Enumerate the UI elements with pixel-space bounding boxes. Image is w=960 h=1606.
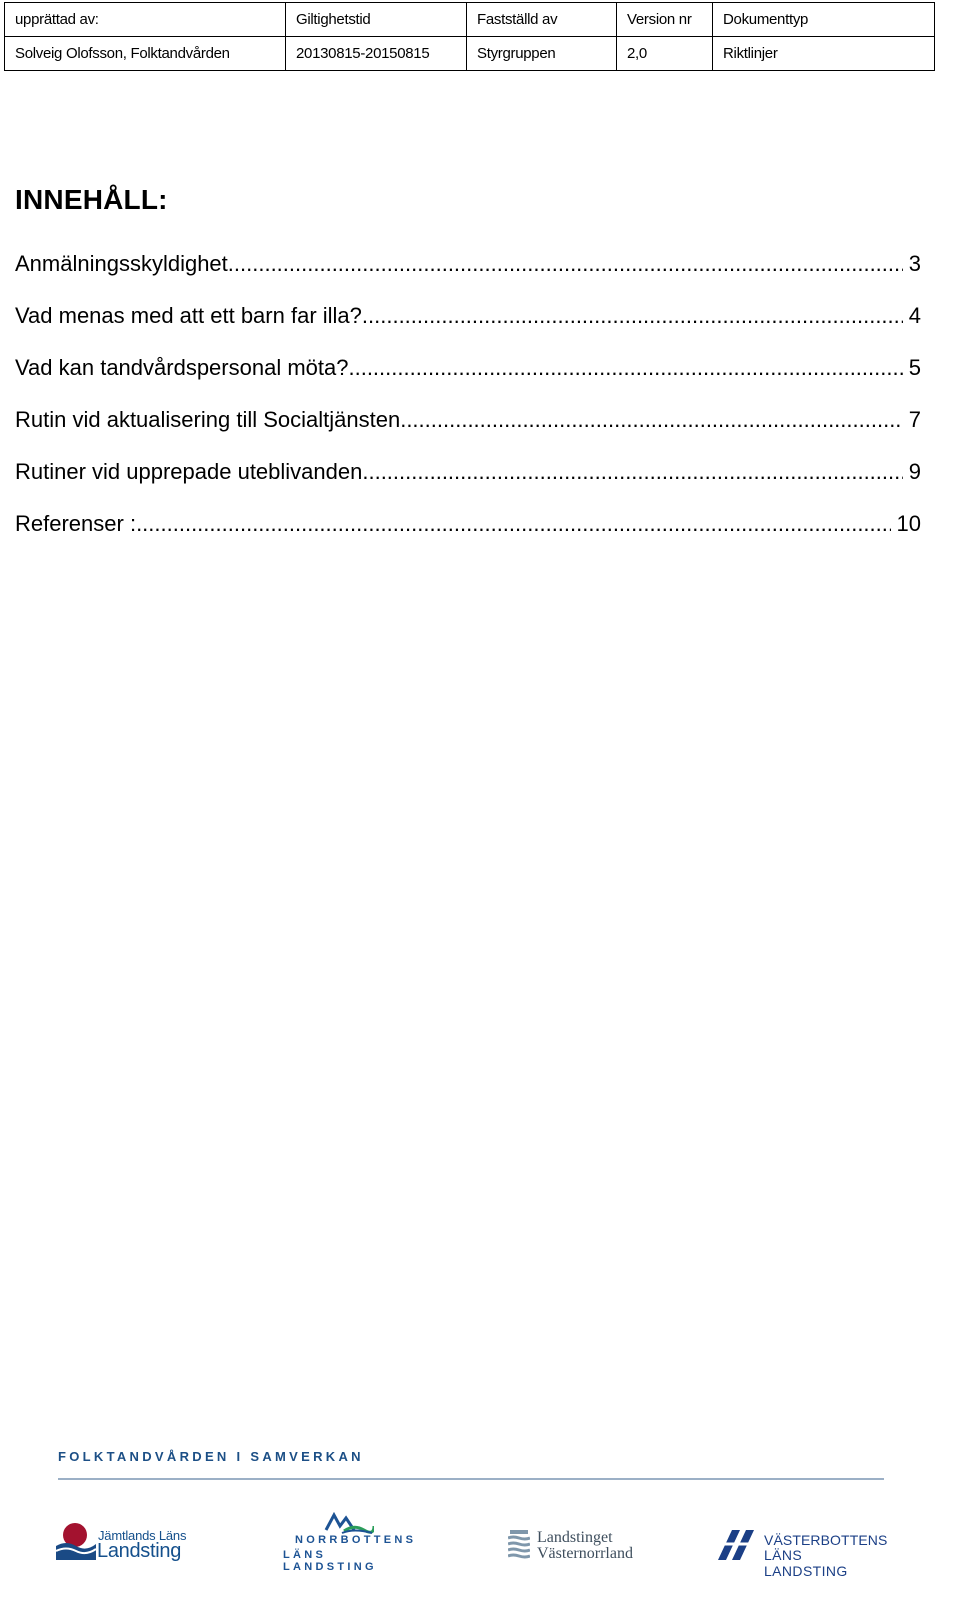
toc-dot-leader — [362, 456, 902, 488]
meta-label-approved-by: Fastställd av — [467, 3, 617, 37]
logo-norrbotten-line1: NORRBOTTENS — [295, 1534, 417, 1546]
meta-label-version: Version nr — [617, 3, 713, 37]
toc-dot-leader — [400, 404, 903, 436]
logo-vasternorrland-line1: Landstinget — [537, 1529, 613, 1546]
toc-dot-leader — [348, 352, 902, 384]
toc-entry-page: 5 — [908, 355, 921, 380]
footer-tagline: FOLKTANDVÅRDEN I SAMVERKAN — [58, 1449, 364, 1464]
toc-entry-text: Vad menas med att ett barn far illa? — [15, 303, 362, 328]
toc-entry-referenser[interactable] — [15, 508, 921, 560]
toc-entry-anmalningsskyldighet[interactable] — [15, 248, 921, 300]
toc-entry-text: Anmälningsskyldighet — [15, 251, 228, 276]
meta-label-doctype: Dokumenttyp — [713, 3, 935, 37]
toc-entry-socialtjansten[interactable] — [15, 404, 921, 456]
toc-entry-uteblivanden[interactable] — [15, 456, 921, 508]
logo-vasterbotten-line2: LÄNS LANDSTING — [764, 1547, 848, 1579]
toc-entry-text: Vad kan tandvårdspersonal möta? — [15, 355, 349, 380]
toc-dot-leader — [362, 300, 903, 332]
toc-entry-page: 3 — [908, 251, 921, 276]
meta-label-author: upprättad av: — [5, 3, 286, 37]
logo-norrbotten-line2: LÄNS LANDSTING — [283, 1549, 377, 1573]
toc-list — [15, 248, 921, 560]
toc-title: INNEHÅLL: — [15, 184, 168, 215]
logo-norrbottens-lans-landsting — [282, 1512, 422, 1573]
meta-label-row — [5, 3, 935, 37]
meta-value-author: Solveig Olofsson, Folktandvården — [5, 37, 286, 71]
footer-divider — [58, 1478, 884, 1480]
logo-vasterbotten-line1: VÄSTERBOTTENS — [764, 1532, 888, 1548]
norrbotten-emblem-icon — [324, 1512, 374, 1534]
logo-landstinget-vasternorrland — [508, 1512, 658, 1564]
toc-entry-page: 9 — [908, 459, 921, 484]
meta-value-doctype: Riktlinjer — [713, 37, 935, 71]
document-meta-table — [4, 2, 935, 71]
meta-value-validity: 20130815-20150815 — [286, 37, 467, 71]
logo-jamtland-line2: Landsting — [97, 1540, 182, 1562]
toc-entry-page: 10 — [896, 511, 921, 536]
toc-entry-text: Rutiner vid upprepade uteblivanden — [15, 459, 363, 484]
meta-value-version: 2,0 — [617, 37, 713, 71]
vasternorrland-emblem-icon — [508, 1530, 530, 1562]
logo-vasternorrland-line2: Västernorrland — [537, 1545, 633, 1562]
meta-value-approved-by: Styrgruppen — [467, 37, 617, 71]
meta-label-validity: Giltighetstid — [286, 3, 467, 37]
toc-entry-page: 4 — [908, 303, 921, 328]
toc-entry-barn-far-illa[interactable] — [15, 300, 921, 352]
logo-jamtland-line1: Jämtlands Läns — [98, 1528, 187, 1543]
toc-entry-tandvardspersonal[interactable] — [15, 352, 921, 404]
toc-entry-text: Referenser : — [15, 511, 137, 536]
meta-value-row — [5, 37, 935, 71]
vasterbotten-emblem-icon — [718, 1530, 756, 1560]
logo-jamtlands-lans-landsting — [56, 1512, 196, 1564]
toc-dot-leader — [228, 248, 903, 280]
jamtland-emblem-icon — [56, 1520, 96, 1560]
toc-entry-page: 7 — [908, 407, 921, 432]
logo-vasterbottens-lans-landsting — [718, 1512, 888, 1579]
toc-entry-text: Rutin vid aktualisering till Socialtjänsten — [15, 407, 401, 432]
toc-dot-leader — [136, 508, 890, 540]
